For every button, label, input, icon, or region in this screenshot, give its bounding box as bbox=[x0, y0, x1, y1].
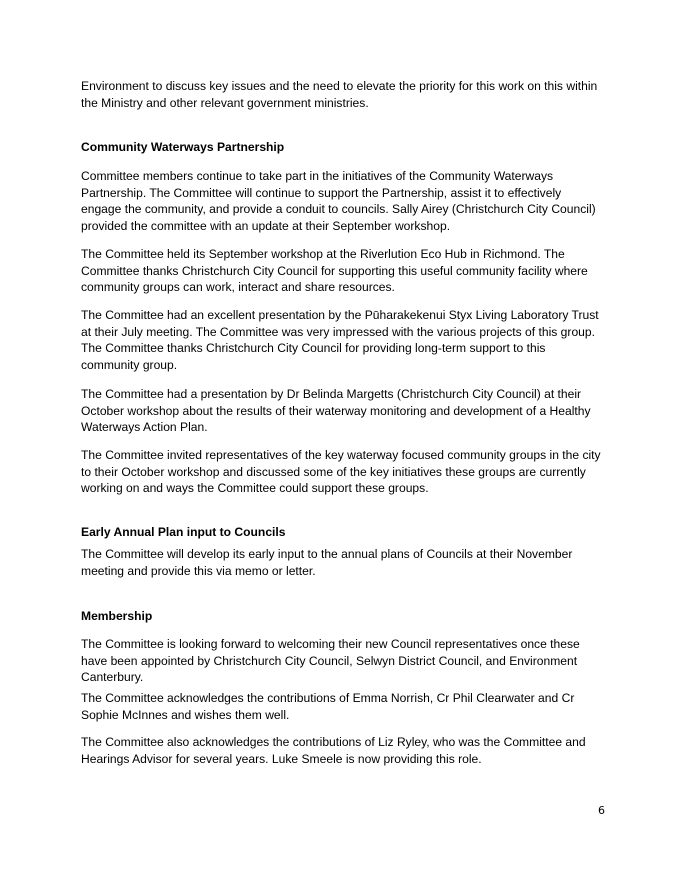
intro-continuation-paragraph: Environment to discuss key issues and the need to elevate the priority for this work on this within the Ministry and other relevant government ministries. bbox=[81, 79, 598, 110]
membership-paragraph-3: The Committee also acknowledges the contributions of Liz Ryley, who was the Committee and Hearings Advisor for several years. Luke Smeele is now providing this role. bbox=[81, 735, 586, 766]
community-waterways-paragraph-3: The Committee had an excellent presentation by the Pūharakekenui Styx Living Laboratory Trust at their July meeting. The Committee was very impressed with the various projects of this group. The Committee thanks Christchurch City Council for providing long-term support to this community group. bbox=[81, 308, 599, 372]
membership-paragraph-1: The Committee is looking forward to welcoming their new Council representatives once these have been appointed by Christchurch City Council, Selwyn District Council, and Environment Canterbury. bbox=[81, 637, 580, 685]
community-waterways-paragraph-2: The Committee held its September workshop at the Riverlution Eco Hub in Richmond. The Committee thanks Christchurch City Council for supporting this useful community facility where community groups can work, interact and share resources. bbox=[81, 247, 588, 295]
heading-community-waterways: Community Waterways Partnership bbox=[81, 140, 285, 154]
membership-paragraph-2: The Committee acknowledges the contributions of Emma Norrish, Cr Phil Clearwater and Cr Sophie McInnes and wishes them well. bbox=[81, 691, 575, 722]
heading-membership: Membership bbox=[81, 609, 153, 623]
community-waterways-paragraph-1: Committee members continue to take part in the initiatives of the Community Waterways Partnership. The Committee will continue to support the Partnership, assist it to effectively engage the community, and provide a conduit to councils. Sally Airey (Christchurch City Council) provided the committee with an update at their September workshop. bbox=[81, 169, 596, 233]
heading-annual-plan: Early Annual Plan input to Councils bbox=[81, 525, 286, 539]
community-waterways-paragraph-4: The Committee had a presentation by Dr Belinda Margetts (Christchurch City Council) at their October workshop about the results of their waterway monitoring and development of a Healthy Waterways Action Plan. bbox=[81, 387, 591, 435]
page-number: 6 bbox=[598, 804, 605, 817]
community-waterways-paragraph-5: The Committee invited representatives of the key waterway focused community groups in the city to their October workshop and discussed some of the key initiatives these groups are currently working on and ways the Committee could support these groups. bbox=[81, 448, 601, 496]
annual-plan-paragraph-1: The Committee will develop its early input to the annual plans of Councils at their November meeting and provide this via memo or letter. bbox=[81, 547, 573, 578]
